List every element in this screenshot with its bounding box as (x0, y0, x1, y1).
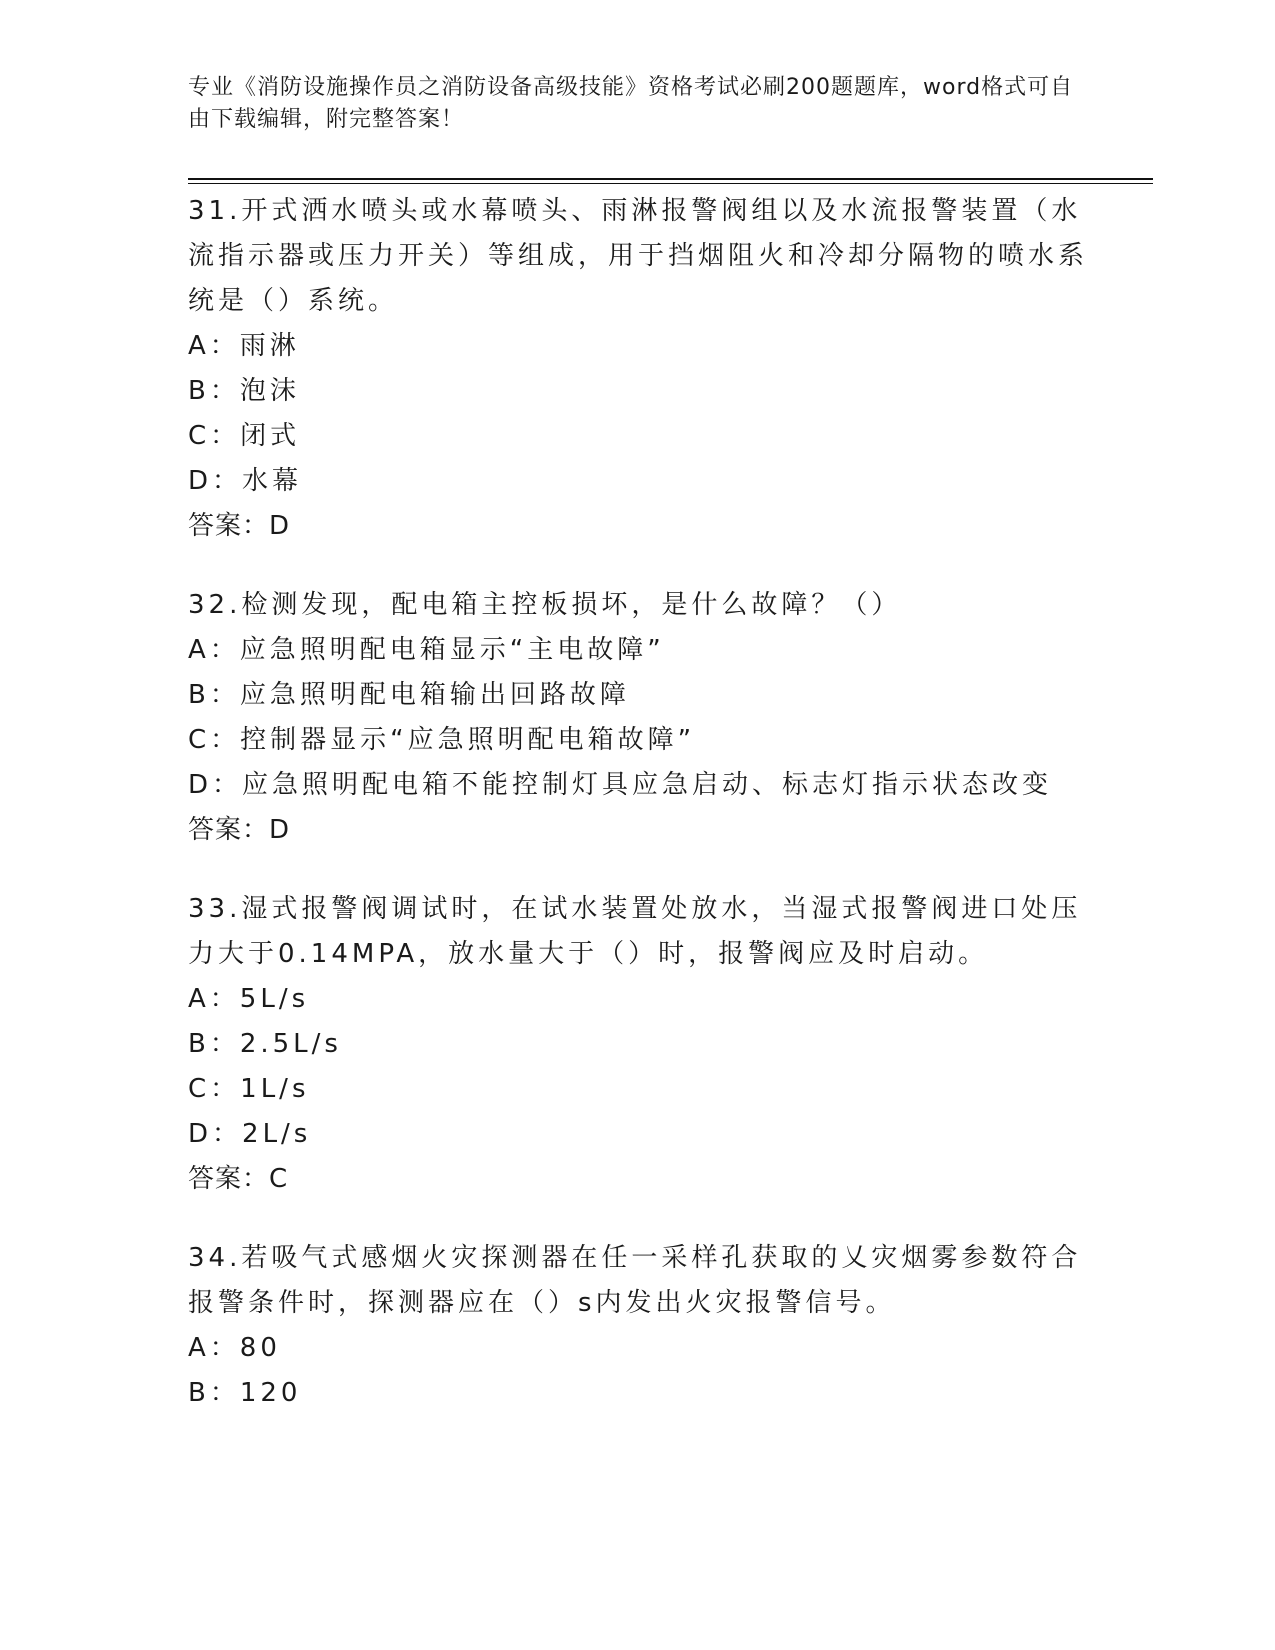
document-header: 专业《消防设施操作员之消防设备高级技能》资格考试必刷200题题库，word格式可自由下载编辑，附完整答案！ (188, 75, 1074, 132)
option-c: C：1L/s (188, 1074, 310, 1104)
option-d: D：水幕 (188, 466, 303, 496)
header-divider-thin (188, 183, 1153, 184)
answer-line: 答案：D (188, 815, 291, 845)
question-stem: 34.若吸气式感烟火灾探测器在任一采样孔获取的乂灾烟雾参数符合报警条件时，探测器应在（）s内发出火灾报警信号。 (188, 1243, 1082, 1318)
question-stem: 33.湿式报警阀调试时，在试水装置处放水，当湿式报警阀进口处压力大于0.14MPA，放水量大于（）时，报警阀应及时启动。 (188, 894, 1082, 969)
option-b: B：120 (188, 1378, 302, 1408)
option-a: A：5L/s (188, 984, 310, 1014)
option-d: D：2L/s (188, 1119, 312, 1149)
answer-line: 答案：D (188, 511, 291, 541)
option-b: B：2.5L/s (188, 1029, 342, 1059)
question-31 (188, 189, 1088, 549)
option-a: A：雨淋 (188, 331, 300, 361)
header-divider-thick (188, 178, 1153, 180)
question-34 (188, 1236, 1088, 1416)
option-a: A：应急照明配电箱显示“主电故障” (188, 635, 665, 665)
question-32 (188, 583, 1088, 853)
option-b: B：泡沫 (188, 376, 300, 406)
question-stem: 32.检测发现，配电箱主控板损坏，是什么故障？（） (188, 590, 902, 620)
question-list (188, 189, 1088, 1450)
answer-line: 答案：C (188, 1164, 289, 1194)
question-33 (188, 887, 1088, 1202)
option-c: C：控制器显示“应急照明配电箱故障” (188, 725, 696, 755)
option-a: A：80 (188, 1333, 281, 1363)
option-c: C：闭式 (188, 421, 301, 451)
option-d: D：应急照明配电箱不能控制灯具应急启动、标志灯指示状态改变 (188, 770, 1053, 800)
question-stem: 31.开式洒水喷头或水幕喷头、雨淋报警阀组以及水流报警装置（水流指示器或压力开关）等组成，用于挡烟阻火和冷却分隔物的喷水系统是（）系统。 (188, 196, 1089, 316)
option-b: B：应急照明配电箱输出回路故障 (188, 680, 630, 710)
